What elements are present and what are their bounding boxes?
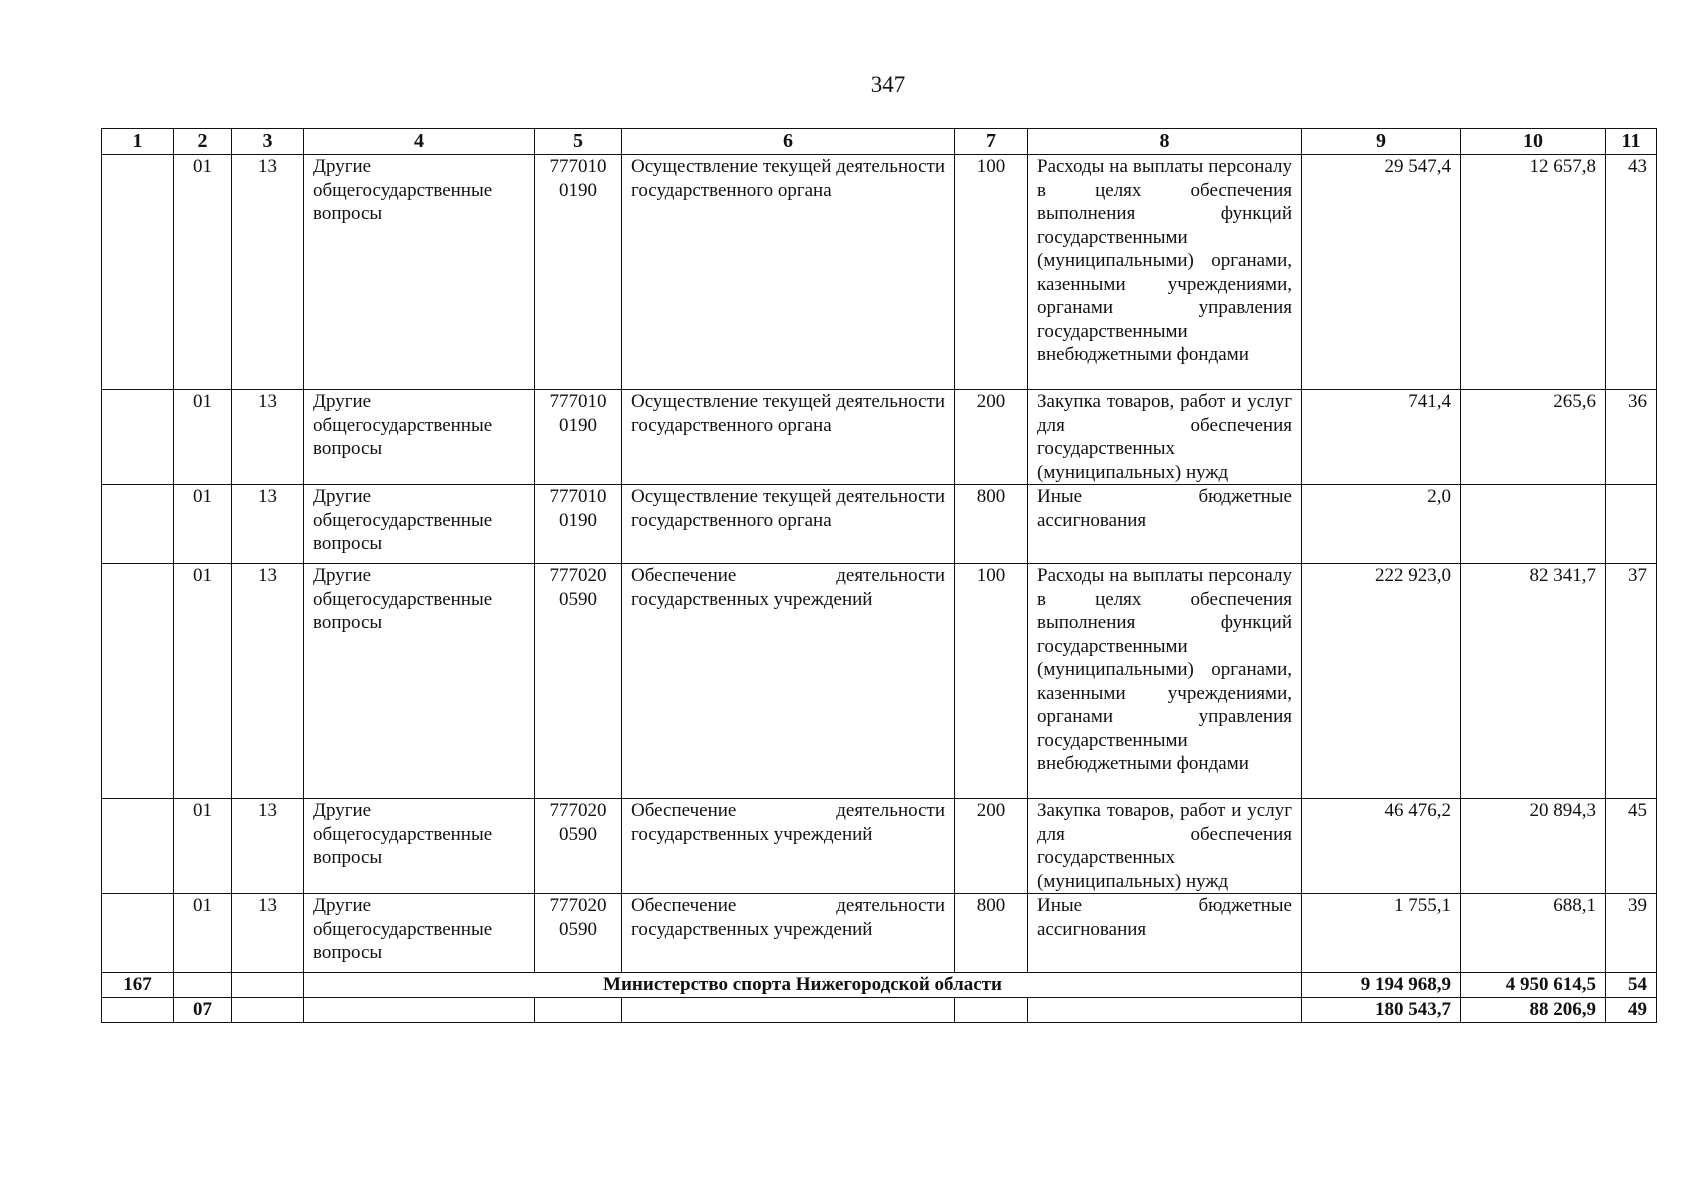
cell-target-name: Обеспечение деятельности государственных учреждений xyxy=(622,799,955,894)
column-header: 10 xyxy=(1461,129,1606,155)
cell-percent: 37 xyxy=(1606,564,1657,799)
cell-expense-type-name: Расходы на выплаты персоналу в целях обеспечения выполнения функций государственными (муниципальными) органами, казенными учреждениями, органами управления государственными внебюджетными фондами xyxy=(1028,155,1302,390)
cell-target-name: Обеспечение деятельности государственных учреждений xyxy=(622,894,955,973)
cell-plan: 2,0 xyxy=(1302,485,1461,564)
column-header: 5 xyxy=(535,129,622,155)
column-header: 11 xyxy=(1606,129,1657,155)
column-header: 3 xyxy=(232,129,304,155)
cell-target-code: 777010 0190 xyxy=(535,390,622,485)
cell-empty xyxy=(232,998,304,1023)
ministry-percent: 54 xyxy=(1606,973,1657,998)
cell-empty xyxy=(232,973,304,998)
cell-expense-type: 100 xyxy=(955,564,1028,799)
cell-col1 xyxy=(102,485,174,564)
cell-subsection: 13 xyxy=(232,155,304,390)
section-actual: 88 206,9 xyxy=(1461,998,1606,1023)
cell-target-code: 777010 0190 xyxy=(535,485,622,564)
cell-empty xyxy=(102,998,174,1023)
cell-target-name: Осуществление текущей деятельности государственного органа xyxy=(622,485,955,564)
cell-section-name: Другие общегосударственные вопросы xyxy=(304,155,535,390)
cell-actual xyxy=(1461,485,1606,564)
cell-section-name: Другие общегосударственные вопросы xyxy=(304,390,535,485)
cell-section: 01 xyxy=(174,894,232,973)
cell-expense-type-name: Иные бюджетные ассигнования xyxy=(1028,485,1302,564)
section-total-row xyxy=(102,998,1657,1023)
cell-col1 xyxy=(102,390,174,485)
cell-target-name: Обеспечение деятельности государственных учреждений xyxy=(622,564,955,799)
cell-target-code: 777020 0590 xyxy=(535,799,622,894)
column-header: 7 xyxy=(955,129,1028,155)
cell-subsection: 13 xyxy=(232,564,304,799)
cell-col1 xyxy=(102,894,174,973)
cell-actual: 688,1 xyxy=(1461,894,1606,973)
column-header: 1 xyxy=(102,129,174,155)
cell-empty xyxy=(174,973,232,998)
cell-section-name: Другие общегосударственные вопросы xyxy=(304,894,535,973)
cell-section: 01 xyxy=(174,485,232,564)
cell-empty xyxy=(622,998,955,1023)
table-row xyxy=(102,564,1657,799)
column-header: 2 xyxy=(174,129,232,155)
cell-plan: 46 476,2 xyxy=(1302,799,1461,894)
cell-percent: 39 xyxy=(1606,894,1657,973)
cell-expense-type: 800 xyxy=(955,485,1028,564)
section-percent: 49 xyxy=(1606,998,1657,1023)
cell-empty xyxy=(955,998,1028,1023)
table-row xyxy=(102,390,1657,485)
cell-percent: 43 xyxy=(1606,155,1657,390)
cell-actual: 265,6 xyxy=(1461,390,1606,485)
table-row xyxy=(102,799,1657,894)
cell-percent: 36 xyxy=(1606,390,1657,485)
cell-target-code: 777020 0590 xyxy=(535,894,622,973)
cell-col1 xyxy=(102,155,174,390)
cell-actual: 82 341,7 xyxy=(1461,564,1606,799)
cell-section-name: Другие общегосударственные вопросы xyxy=(304,799,535,894)
section-code: 07 xyxy=(174,998,232,1023)
header-row xyxy=(102,129,1657,155)
cell-actual: 20 894,3 xyxy=(1461,799,1606,894)
cell-expense-type-name: Закупка товаров, работ и услуг для обеспечения государственных (муниципальных) нужд xyxy=(1028,390,1302,485)
cell-section-name: Другие общегосударственные вопросы xyxy=(304,485,535,564)
column-header: 4 xyxy=(304,129,535,155)
cell-section: 01 xyxy=(174,799,232,894)
cell-percent: 45 xyxy=(1606,799,1657,894)
cell-expense-type-name: Иные бюджетные ассигнования xyxy=(1028,894,1302,973)
cell-plan: 29 547,4 xyxy=(1302,155,1461,390)
cell-target-name: Осуществление текущей деятельности государственного органа xyxy=(622,390,955,485)
cell-section-name: Другие общегосударственные вопросы xyxy=(304,564,535,799)
cell-expense-type: 800 xyxy=(955,894,1028,973)
cell-subsection: 13 xyxy=(232,894,304,973)
cell-expense-type-name: Закупка товаров, работ и услуг для обеспечения государственных (муниципальных) нужд xyxy=(1028,799,1302,894)
table-row xyxy=(102,485,1657,564)
cell-plan: 741,4 xyxy=(1302,390,1461,485)
budget-table xyxy=(101,128,1657,1023)
cell-col1 xyxy=(102,564,174,799)
page-number: 347 xyxy=(870,72,906,97)
ministry-actual: 4 950 614,5 xyxy=(1461,973,1606,998)
cell-actual: 12 657,8 xyxy=(1461,155,1606,390)
cell-subsection: 13 xyxy=(232,799,304,894)
cell-subsection: 13 xyxy=(232,485,304,564)
ministry-total-row xyxy=(102,973,1657,998)
table-header xyxy=(102,129,1657,155)
cell-target-code: 777010 0190 xyxy=(535,155,622,390)
table-row xyxy=(102,894,1657,973)
table-row xyxy=(102,155,1657,390)
cell-section: 01 xyxy=(174,564,232,799)
column-header: 9 xyxy=(1302,129,1461,155)
cell-empty xyxy=(304,998,535,1023)
cell-expense-type-name: Расходы на выплаты персоналу в целях обеспечения выполнения функций государственными (муниципальными) органами, казенными учреждениями, органами управления государственными внебюджетными фондами xyxy=(1028,564,1302,799)
cell-col1 xyxy=(102,799,174,894)
cell-subsection: 13 xyxy=(232,390,304,485)
ministry-code: 167 xyxy=(102,973,174,998)
cell-expense-type: 200 xyxy=(955,390,1028,485)
cell-section: 01 xyxy=(174,390,232,485)
cell-section: 01 xyxy=(174,155,232,390)
cell-plan: 1 755,1 xyxy=(1302,894,1461,973)
ministry-plan: 9 194 968,9 xyxy=(1302,973,1461,998)
column-header: 6 xyxy=(622,129,955,155)
cell-target-code: 777020 0590 xyxy=(535,564,622,799)
column-header: 8 xyxy=(1028,129,1302,155)
ministry-title: Министерство спорта Нижегородской области xyxy=(304,973,1302,998)
cell-expense-type: 200 xyxy=(955,799,1028,894)
cell-empty xyxy=(1028,998,1302,1023)
cell-plan: 222 923,0 xyxy=(1302,564,1461,799)
cell-empty xyxy=(535,998,622,1023)
cell-percent xyxy=(1606,485,1657,564)
cell-target-name: Осуществление текущей деятельности государственного органа xyxy=(622,155,955,390)
section-plan: 180 543,7 xyxy=(1302,998,1461,1023)
cell-expense-type: 100 xyxy=(955,155,1028,390)
